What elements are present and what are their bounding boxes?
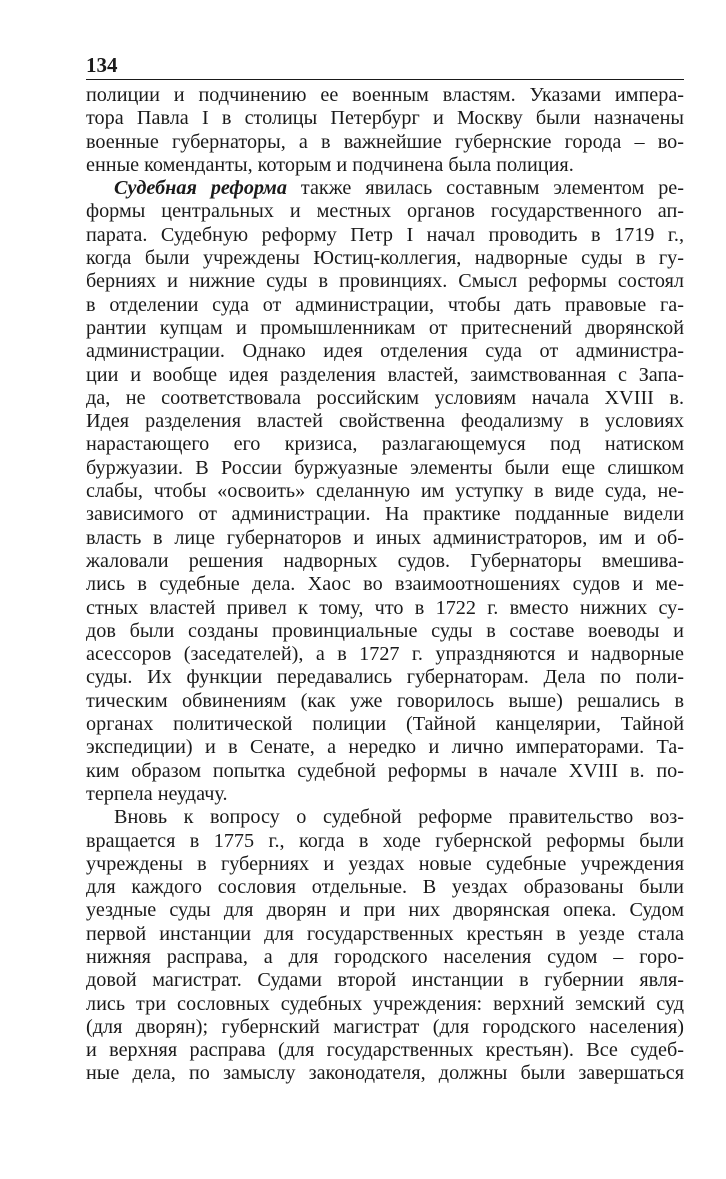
text-line: слабы, чтобы «освоить» сделанную им уступку в виде суда, не- (86, 480, 684, 503)
text-line: учреждены в губерниях и уездах новые судебные учреждения (86, 852, 684, 875)
text-line: в отделении суда от администрации, чтобы дать правовые га- (86, 293, 684, 316)
text-line: довой магистрат. Судами второй инстанции в губернии явля- (86, 969, 684, 992)
text-line: асессоров (заседателей), а в 1727 г. упраздняются и надворные (86, 643, 684, 666)
text-line: когда были учреждены Юстиц-коллегия, надворные суды в гу- (86, 247, 684, 270)
text-line: администрации. Однако идея отделения суда от администра- (86, 340, 684, 363)
text-line: первой инстанции для государственных крестьян в уезде стала (86, 922, 684, 945)
text-line: нарастающего его кризиса, разлагающемуся под натиском (86, 433, 684, 456)
text-run: также явилась составным элементом ре- (300, 177, 684, 200)
text-line: берниях и нижние суды в провинциях. Смысл реформы состоял (86, 270, 684, 293)
header-rule (86, 79, 684, 80)
page-body (86, 84, 684, 1086)
text-line: уездные суды для дворян и при них дворянская опека. Судом (86, 899, 684, 922)
page-number: 134 (86, 53, 118, 77)
text-line: (для дворян); губернский магистрат (для городского населения) (86, 1015, 684, 1038)
text-line: вращается в 1775 г., когда в ходе губернской реформы были (86, 829, 684, 852)
text-line: и верхняя расправа (для государственных крестьян). Все судеб- (86, 1039, 684, 1062)
text-line: Идея разделения властей свойственна феодализму в условиях (86, 410, 684, 433)
text-line: суды. Их функции передавались губернаторам. Дела по поли- (86, 666, 684, 689)
text-line: органах политической полиции (Тайной канцелярии, Тайной (86, 713, 684, 736)
text-line: экспедиции) и в Сенате, а нередко и лично императорами. Та- (86, 736, 684, 759)
section-run-in-heading: Судебная реформа (114, 177, 287, 200)
text-line: нижняя расправа, а для городского населения судом – горо- (86, 945, 684, 968)
text-line: полиции и подчинению ее военным властям. Указами импера- (86, 84, 684, 106)
text-line: тора Павла I в столицы Петербург и Москву были назначены (86, 107, 684, 130)
text-line: формы центральных и местных органов государственного ап- (86, 200, 684, 223)
text-line: жаловали решения надворных судов. Губернаторы вмешива- (86, 549, 684, 572)
text-line: енные коменданты, которым и подчинена была полиция. (86, 153, 574, 176)
text-line: да, не соответствовала российским условиям начала XVIII в. (86, 386, 684, 409)
text-line: дов были созданы провинциальные суды в составе воеводы и (86, 619, 684, 642)
text-line: терпела неудачу. (86, 782, 228, 805)
text-line: для каждого сословия отдельные. В уездах образованы были (86, 876, 684, 899)
text-line: стных властей привел к тому, что в 1722 г. вместо нижних су- (86, 596, 684, 619)
paragraph-first-line (86, 177, 684, 200)
text-line: парата. Судебную реформу Петр I начал проводить в 1719 г., (86, 223, 684, 246)
text-line: ные дела, по замыслу законодателя, должны были завершаться (86, 1062, 684, 1085)
text-line: власть в лице губернаторов и иных администраторов, им и об- (86, 526, 684, 549)
text-line: тическим обвинениям (как уже говорилось выше) решались в (86, 689, 684, 712)
text-line: ции и вообще идея разделения властей, заимствованная с Запа- (86, 363, 684, 386)
text-line: зависимого от администрации. На практике подданные видели (86, 503, 684, 526)
text-line: буржуазии. В России буржуазные элементы были еще слишком (86, 456, 684, 479)
paragraph-first-line: Вновь к вопросу о судебной реформе правительство воз- (114, 806, 684, 829)
text-line: военные губернаторы, а в важнейшие губернские города – во- (86, 130, 684, 153)
text-line: рантии купцам и промышленникам от притеснений дворянской (86, 316, 684, 339)
text-line: лись в судебные дела. Хаос во взаимоотношениях судов и ме- (86, 573, 684, 596)
text-line: лись три сословных судебных учреждения: верхний земский суд (86, 992, 684, 1015)
text-line: ким образом попытка судебной реформы в начале XVIII в. по- (86, 759, 684, 782)
